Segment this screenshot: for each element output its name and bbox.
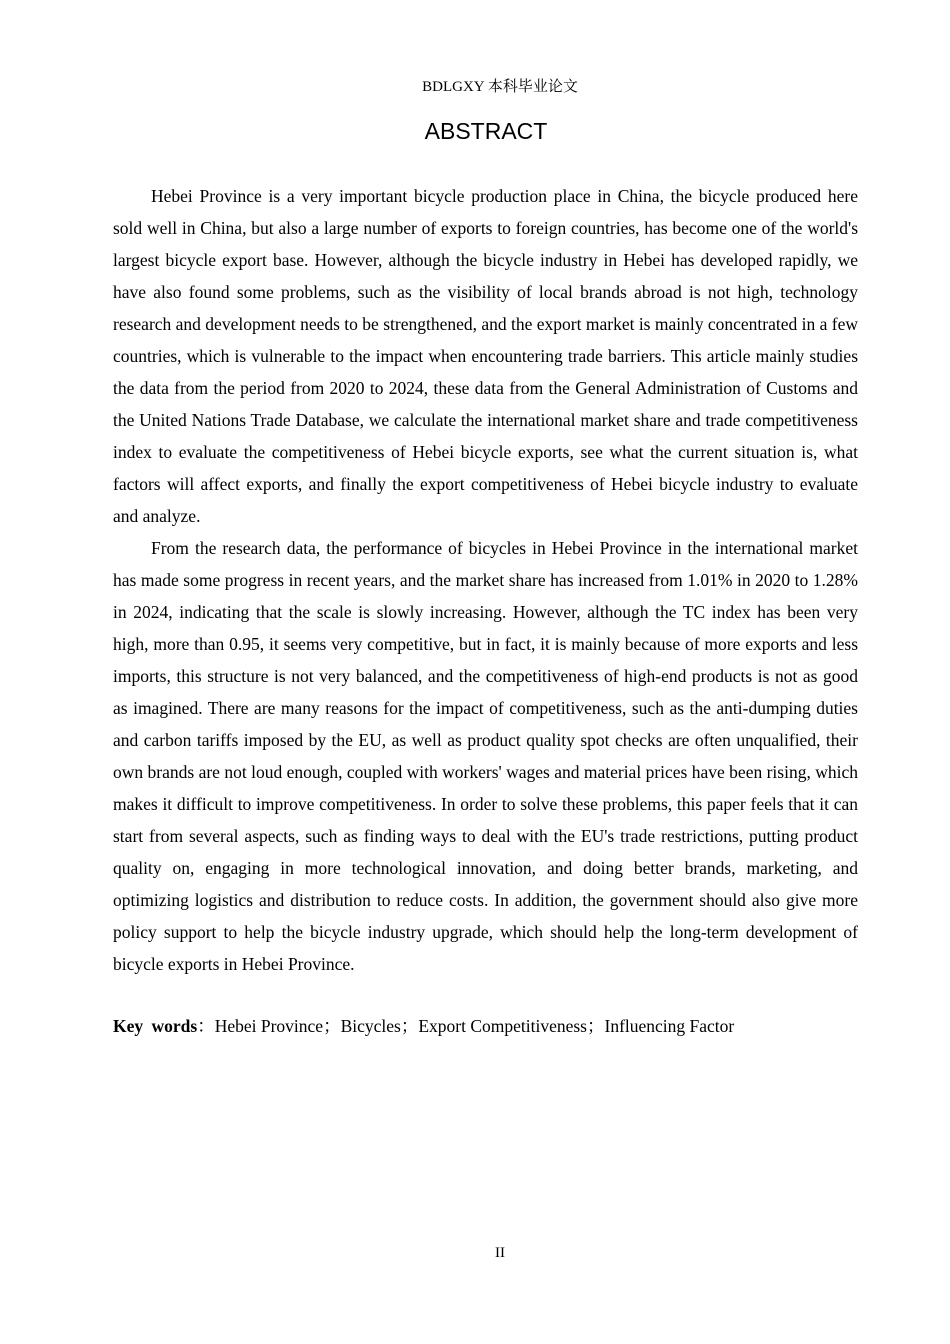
abstract-title: ABSTRACT — [424, 118, 548, 144]
keywords-separator: ： — [197, 1016, 215, 1036]
page-header: BDLGXY 本科毕业论文 — [422, 79, 578, 95]
page-number: II — [495, 1245, 505, 1261]
abstract-body — [113, 180, 858, 1042]
abstract-paragraph-2: From the research data, the performance of bicycles in Hebei Province in the international market has made some progress in recent years, and the market share has increased from 1.01% in 2020 to 1.28% in 2024, indicating that the scale is slowly increasing. However, although the TC index has been very high, more than 0.95, it seems very competitive, but in fact, it is mainly because of more exports and less imports, this structure is not very balanced, and the competitiveness of high-end products is not as good as imagined. There are many reasons for the impact of competitiveness, such as the anti-dumping duties and carbon tariffs imposed by the EU, as well as product quality spot checks are often unqualified, their own brands are not loud enough, coupled with workers' wages and material prices have been rising, which makes it difficult to improve competitiveness. In order to solve these problems, this paper feels that it can start from several aspects, such as finding ways to deal with the EU's trade restrictions, putting product quality on, engaging in more technological innovation, and doing better brands, marketing, and optimizing logistics and distribution to reduce costs. In addition, the government should also give more policy support to help the bicycle industry upgrade, which should help the long-term development of bicycle exports in Hebei Province. — [113, 538, 858, 974]
keywords-label: Key words — [113, 1016, 198, 1036]
abstract-paragraph-1: Hebei Province is a very important bicycle production place in China, the bicycle produced here sold well in China, but also a large number of exports to foreign countries, has become one of the world's largest bicycle export base. However, although the bicycle industry in Hebei has developed rapidly, we have also found some problems, such as the visibility of local brands abroad is not high, technology research and development needs to be strengthened, and the export market is mainly concentrated in a few countries, which is vulnerable to the impact when encountering trade barriers. This article mainly studies the data from the period from 2020 to 2024, these data from the General Administration of Customs and the United Nations Trade Database, we calculate the international market share and trade competitiveness index to evaluate the competitiveness of Hebei bicycle exports, see what the current situation is, what factors will affect exports, and finally the export competitiveness of Hebei bicycle industry to evaluate and analyze. — [113, 186, 858, 526]
keywords-list: Hebei Province；Bicycles；Export Competitiveness；Influencing Factor — [214, 1016, 735, 1036]
keywords-line — [113, 1010, 858, 1042]
